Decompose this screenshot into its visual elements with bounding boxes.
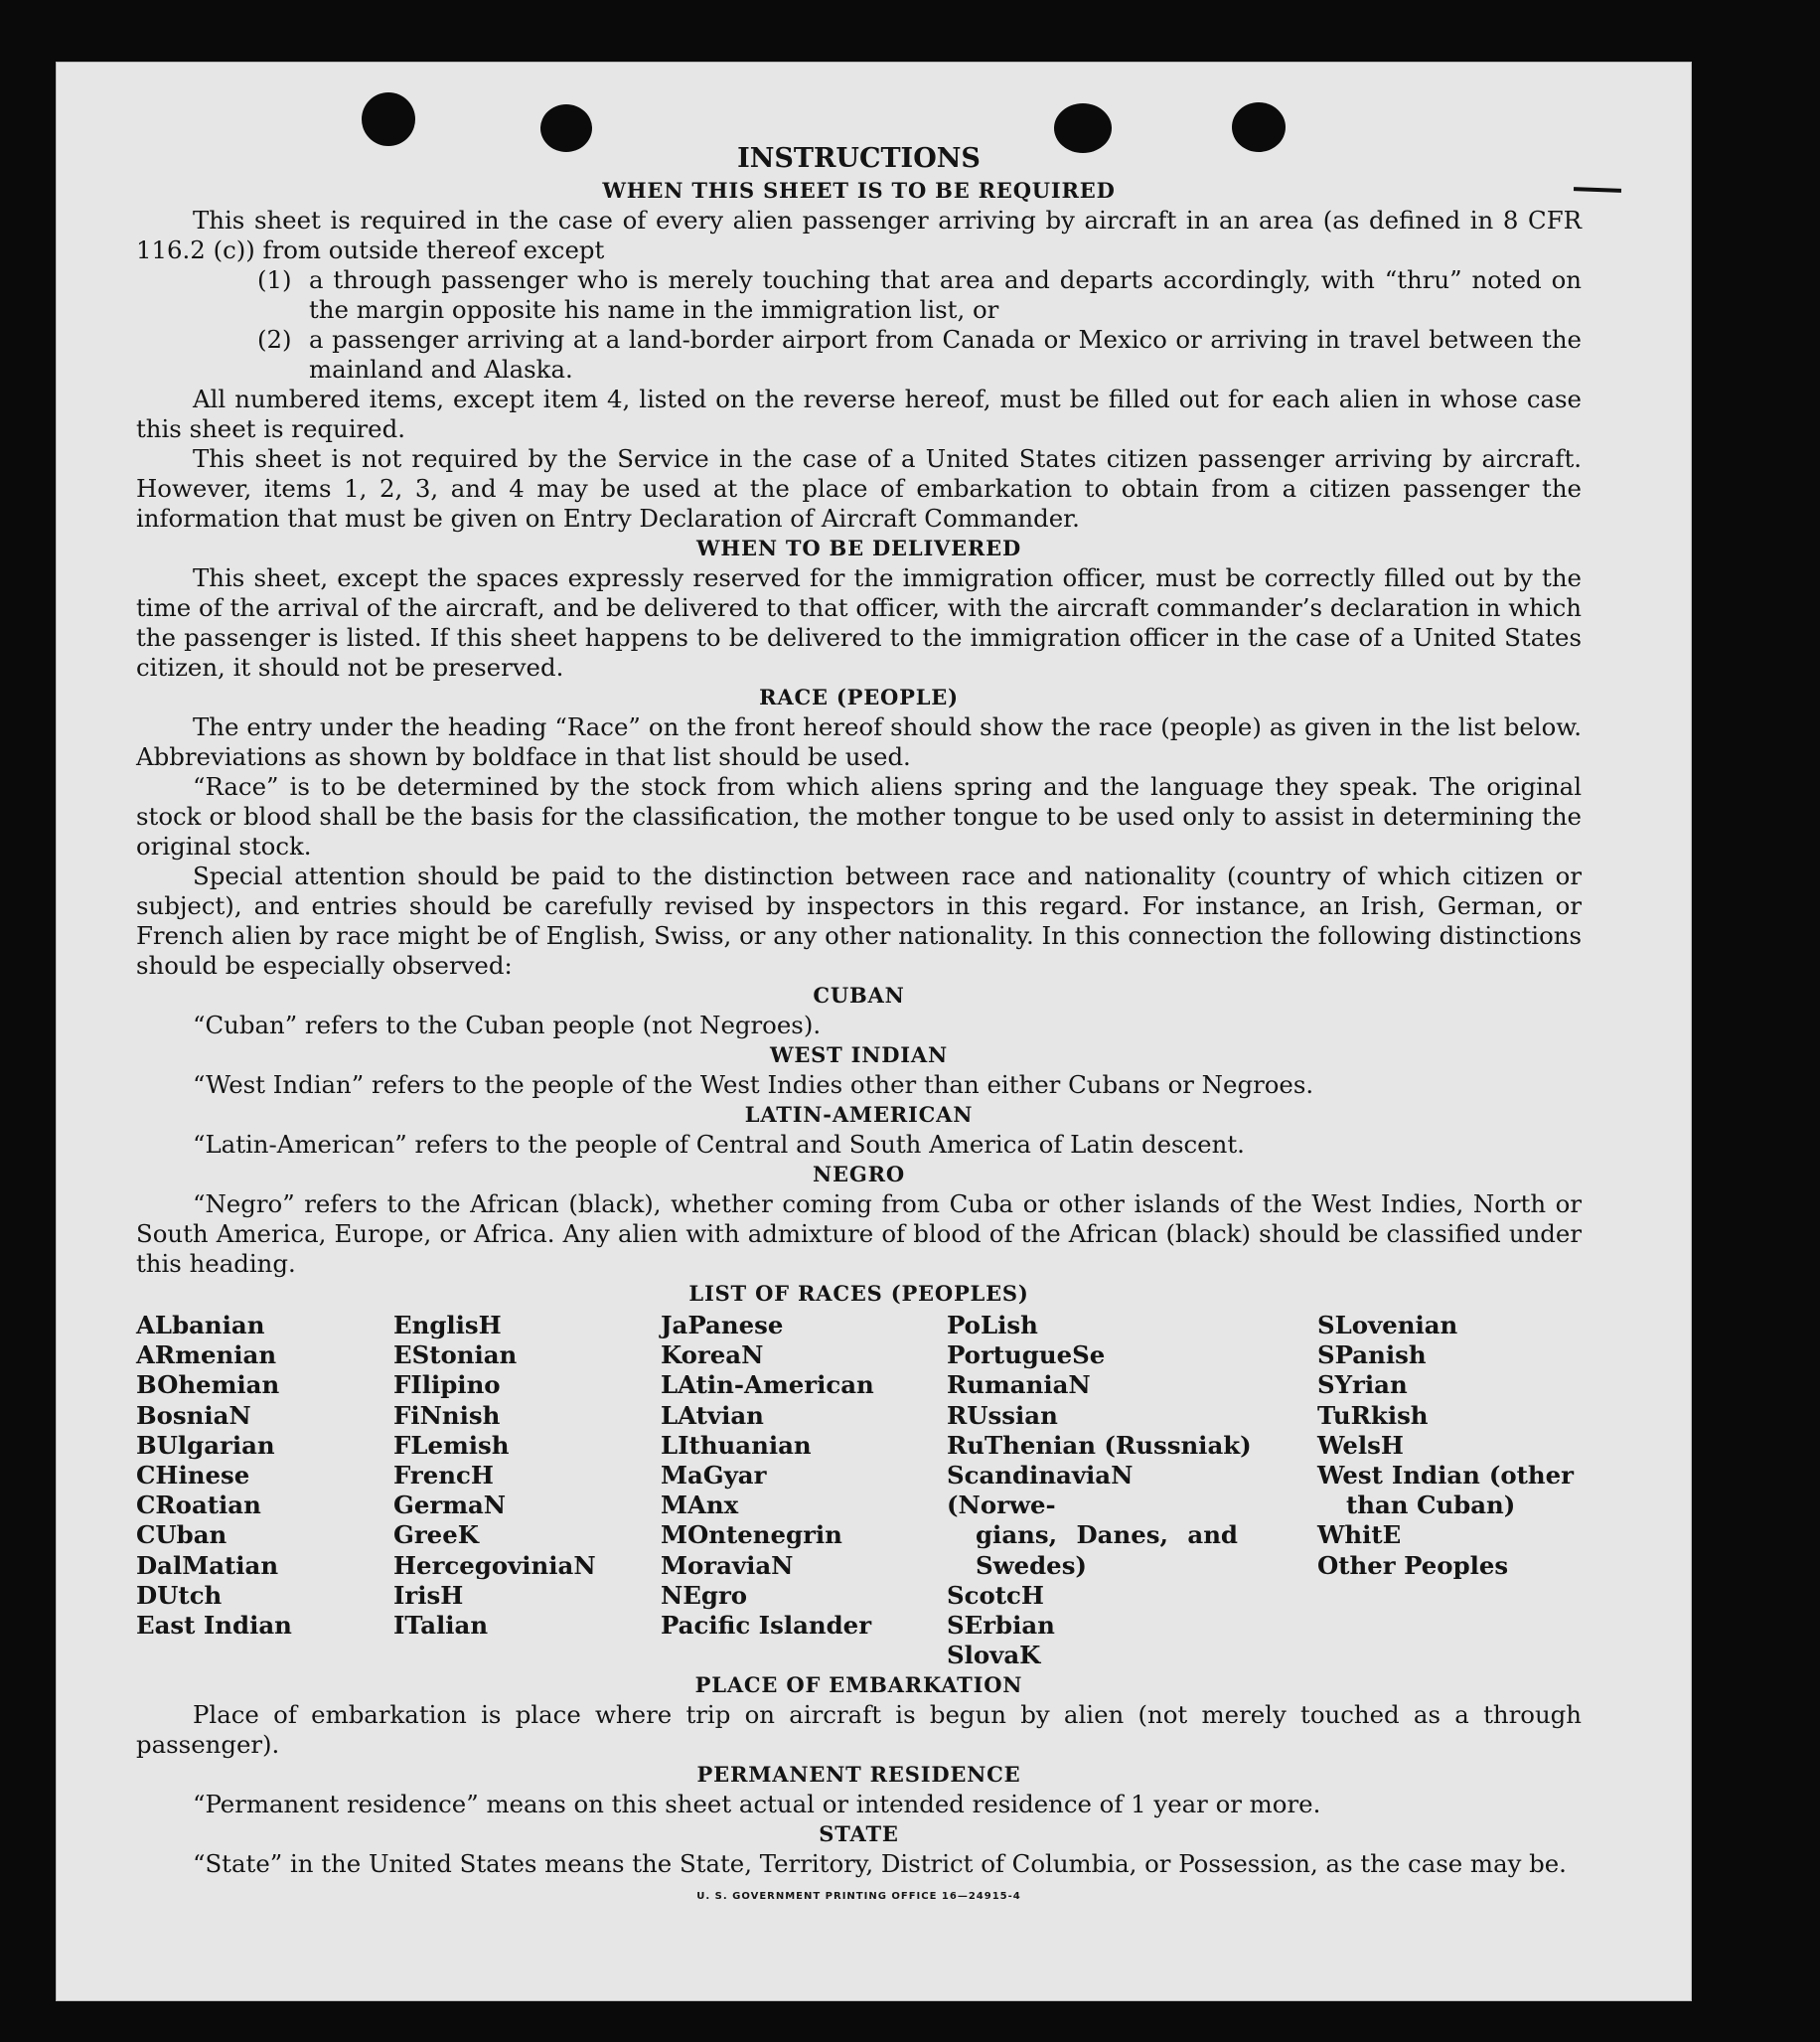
race-entry: RuThenian (Russniak) <box>947 1430 1252 1460</box>
paragraph: “Cuban” refers to the Cuban people (not Negroes). <box>193 1011 822 1039</box>
race-entry: BUlgarian <box>136 1430 275 1460</box>
race-entry: EStonian <box>393 1340 518 1370</box>
race-entry: Pacific Islander <box>661 1611 872 1641</box>
race-entry: SYrian <box>1317 1370 1408 1400</box>
race-entry: ScandinaviaN (Norwe- <box>947 1461 1134 1520</box>
paragraph: “State” in the United States means the State, Territory, District of Columbia, or Possession, as the case may be. <box>193 1849 1567 1879</box>
race-entry: East Indian <box>136 1611 292 1641</box>
race-entry: SPanish <box>1317 1340 1427 1370</box>
race-entry: RumaniaN <box>947 1370 1091 1400</box>
race-entry: CUban <box>136 1520 228 1550</box>
race-entry: JaPanese <box>661 1311 784 1339</box>
section-heading-race: RACE (PEOPLE) <box>759 685 959 709</box>
list-item <box>257 265 1582 325</box>
paragraph: The entry under the heading “Race” on the front hereof should show the race (people) as given in the list below. Abbreviations as shown by boldface in that list should be used. <box>136 712 1582 771</box>
item-number: (1) <box>257 265 292 294</box>
race-entry: WelsH <box>1317 1430 1404 1460</box>
race-entry: MoraviaN <box>661 1550 794 1580</box>
race-entry: RUssian <box>947 1400 1058 1430</box>
race-entry: ALbanian <box>136 1311 265 1339</box>
race-entry: NEgro <box>661 1580 748 1610</box>
paragraph: “Permanent residence” means on this sheet actual or intended residence of 1 year or more. <box>193 1790 1321 1819</box>
race-entry: ITalian <box>393 1611 489 1641</box>
section-heading-state: STATE <box>819 1821 899 1847</box>
race-entry: SErbian <box>947 1611 1055 1641</box>
race-entry-continuation: Swedes) <box>976 1550 1087 1580</box>
race-entry: DalMatian <box>136 1550 279 1580</box>
paragraph: This sheet is not required by the Service in the case of a United States citizen passenger arriving by aircraft. However, items 1, 2, 3, and 4 may be used at the place of embarkation to obtain from a citizen passenger the information that must be given on Entry Declaration of Aircraft Commander. <box>136 444 1582 533</box>
race-entry-continuation: than Cuban) <box>1346 1491 1516 1520</box>
race-entry: WhitE <box>1317 1520 1402 1550</box>
race-entry: BosniaN <box>136 1400 251 1430</box>
race-entry: FrencH <box>393 1461 494 1491</box>
paragraph: This sheet, except the spaces expressly reserved for the immigration officer, must be correctly filled out by the time of the arrival of the aircraft, and be delivered to that officer, with the aircraft commander’s declaration in which the passenger is listed. If this sheet happens to be delivered to the immigration officer in the case of a United States citizen, it should not be preserved. <box>136 563 1582 682</box>
race-entry: TuRkish <box>1317 1400 1429 1430</box>
race-entry: BOhemian <box>136 1370 280 1400</box>
item-text: a passenger arriving at a land-border airport from Canada or Mexico or arriving in travel between the mainland and Alaska. <box>309 325 1582 384</box>
race-entry: MOntenegrin <box>661 1520 842 1550</box>
race-entry: LAtvian <box>661 1400 764 1430</box>
race-entry: ARmenian <box>136 1340 277 1370</box>
races-column <box>136 1311 393 1670</box>
item-number: (2) <box>257 325 292 354</box>
races-list <box>136 1311 1582 1670</box>
race-entry: GermaN <box>393 1491 507 1520</box>
paragraph: “Latin-American” refers to the people of Central and South America of Latin descent. <box>193 1130 1245 1159</box>
race-entry: FiNnish <box>393 1400 501 1430</box>
races-column <box>393 1311 661 1670</box>
section-heading-west-indian: WEST INDIAN <box>769 1042 949 1067</box>
page-title: INSTRUCTIONS <box>737 143 981 174</box>
paragraph: This sheet is required in the case of every alien passenger arriving by aircraft in an area (as defined in 8 CFR 116.2 (c)) from outside thereof except <box>136 206 1582 264</box>
race-entry: Other Peoples <box>1317 1550 1509 1580</box>
races-column <box>1317 1311 1582 1670</box>
races-column <box>947 1311 1317 1670</box>
paragraph: “Race” is to be determined by the stock from which aliens spring and the language they speak. The original stock or blood shall be the basis for the classification, the mother tongue to be used only to assist in determining the original stock. <box>136 772 1582 861</box>
race-entry: PoLish <box>947 1311 1038 1339</box>
race-entry: EnglisH <box>393 1311 502 1339</box>
paragraph: Special attention should be paid to the distinction between race and nationality (country of which citizen or subject), and entries should be carefully revised by inspectors in this regard. For instance, an Irish, German, or French alien by race might be of English, Swiss, or any other nationality. In this connection the following distinctions should be especially observed: <box>136 862 1582 980</box>
section-heading-latin-american: LATIN-AMERICAN <box>744 1102 974 1127</box>
race-entry-continuation: gians, Danes, and <box>976 1520 1238 1550</box>
race-entry: West Indian (other <box>1317 1461 1574 1491</box>
punch-hole <box>362 92 415 146</box>
race-entry: CHinese <box>136 1461 250 1491</box>
section-heading-negro: NEGRO <box>813 1162 905 1186</box>
instructions-body <box>136 142 1582 1905</box>
race-entry: GreeK <box>393 1520 479 1550</box>
race-entry: HercegoviniaN <box>393 1550 596 1580</box>
list-item <box>257 325 1582 385</box>
race-entry: IrisH <box>393 1580 464 1610</box>
section-heading-embarkation: PLACE OF EMBARKATION <box>694 1672 1023 1698</box>
race-entry: CRoatian <box>136 1491 261 1520</box>
paragraph: “Negro” refers to the African (black), whether coming from Cuba or other islands of the West Indies, North or South America, Europe, or Africa. Any alien with admixture of blood of the African (black) should be classified under this heading. <box>136 1189 1582 1278</box>
section-heading-when-delivered: WHEN TO BE DELIVERED <box>695 536 1021 560</box>
item-text: a through passenger who is merely touching that area and departs accordingly, with “thru” noted on the margin opposite his name in the immigration list, or <box>309 265 1582 324</box>
race-entry: KoreaN <box>661 1340 764 1370</box>
race-entry: MaGyar <box>661 1461 767 1491</box>
section-heading-list-of-races: LIST OF RACES (PEOPLES) <box>688 1281 1029 1306</box>
race-entry: DUtch <box>136 1580 223 1610</box>
race-entry: FLemish <box>393 1430 510 1460</box>
section-heading-cuban: CUBAN <box>813 983 905 1008</box>
race-entry: ScotcH <box>947 1580 1044 1610</box>
paragraph: All numbered items, except item 4, listed on the reverse hereof, must be filled out for each alien in whose case this sheet is required. <box>136 385 1582 443</box>
race-entry: FIlipino <box>393 1370 501 1400</box>
race-entry: MAnx <box>661 1491 739 1520</box>
races-column <box>661 1311 947 1670</box>
race-entry: SlovaK <box>947 1641 1041 1670</box>
race-entry: LIthuanian <box>661 1430 812 1460</box>
race-entry: PortugueSe <box>947 1340 1106 1370</box>
paragraph: “West Indian” refers to the people of the West Indies other than either Cubans or Negroes. <box>193 1070 1314 1099</box>
section-heading-permanent-residence: PERMANENT RESIDENCE <box>696 1762 1021 1788</box>
printer-imprint: U. S. GOVERNMENT PRINTING OFFICE 16—24915-4 <box>696 1891 1021 1903</box>
race-entry: SLovenian <box>1317 1311 1458 1339</box>
paragraph: Place of embarkation is place where trip on aircraft is begun by alien (not merely touched as a through passenger). <box>136 1700 1582 1760</box>
section-heading-when-required: WHEN THIS SHEET IS TO BE REQUIRED <box>602 178 1116 203</box>
race-entry: LAtin-American <box>661 1370 874 1400</box>
